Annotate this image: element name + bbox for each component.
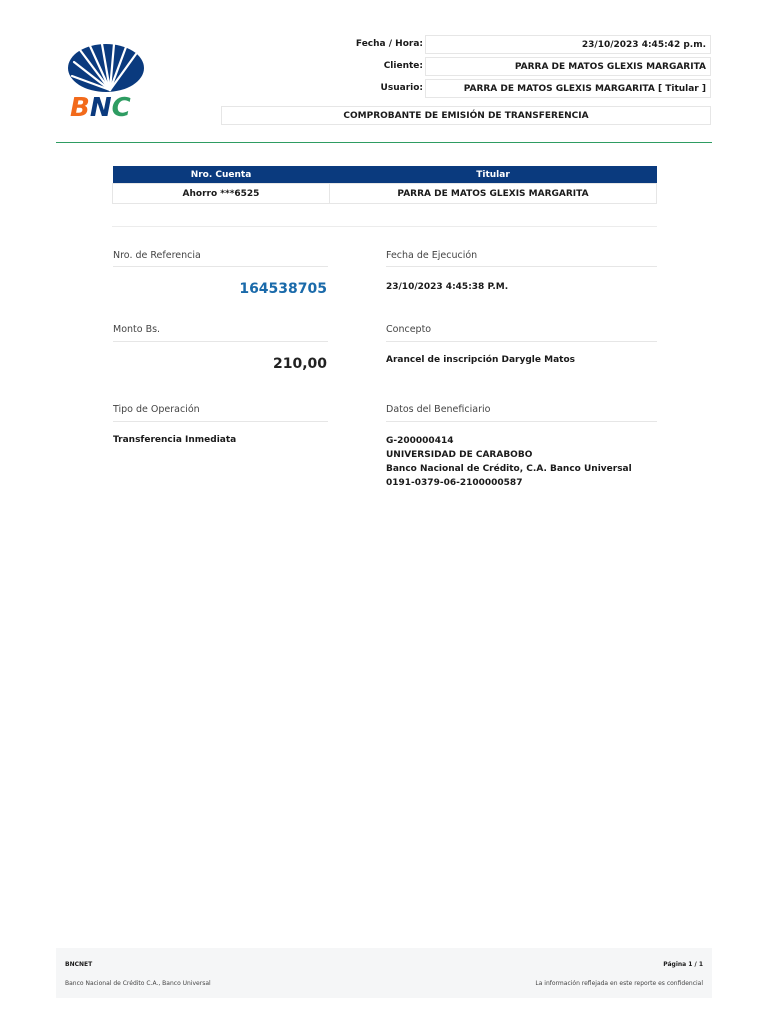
tipo-operacion-label: Tipo de Operación [113,404,200,415]
tipo-operacion-rule [113,421,328,422]
beneficiario-name: UNIVERSIDAD DE CARABOBO [386,450,533,460]
header-divider [56,142,712,143]
account-number-cell: Ahorro ***6525 [113,184,330,204]
referencia-rule [113,266,328,267]
monto-label: Monto Bs. [113,324,161,335]
usuario-label: Usuario: [380,83,423,93]
svg-text:BNC: BNC [70,93,131,120]
footer-app-name: BNCNET [65,961,93,968]
footer-confidential-note: La información reflejada en este reporte es confidencial [535,980,703,987]
account-table [112,166,657,204]
referencia-value: 164538705 [239,281,327,297]
referencia-label: Nro. de Referencia [113,250,201,261]
usuario-value: PARRA DE MATOS GLEXIS MARGARITA [ Titular ] [425,79,711,98]
fecha-ejecucion-value: 23/10/2023 4:45:38 P.M. [386,282,509,292]
monto-rule [113,341,328,342]
footer-page-number: Página 1 / 1 [663,961,703,968]
bnc-logo-mark [66,40,148,120]
fecha-hora-label: Fecha / Hora: [355,39,423,49]
beneficiario-details [386,434,632,490]
account-table-header [113,166,657,184]
document-title: COMPROBANTE DE EMISIÓN DE TRANSFERENCIA [221,106,711,125]
beneficiario-rif: G-200000414 [386,436,454,446]
section-divider [112,226,657,227]
footer-bank-name: Banco Nacional de Crédito C.A., Banco Universal [65,980,211,987]
bnc-logo [66,40,148,120]
concepto-label: Concepto [386,324,432,335]
column-header-titular: Titular [330,166,657,184]
account-holder-cell: PARRA DE MATOS GLEXIS MARGARITA [330,184,657,204]
concepto-value: Arancel de inscripción Darygle Matos [386,355,575,365]
fecha-ejecucion-label: Fecha de Ejecución [386,250,478,261]
fecha-ejecucion-rule [386,266,657,267]
beneficiario-label: Datos del Beneficiario [386,404,491,415]
column-header-cuenta: Nro. Cuenta [113,166,330,184]
beneficiario-account: 0191-0379-06-2100000587 [386,478,523,488]
table-row [113,184,657,204]
beneficiario-bank: Banco Nacional de Crédito, C.A. Banco Universal [386,464,632,474]
cliente-value: PARRA DE MATOS GLEXIS MARGARITA [425,57,711,76]
cliente-label: Cliente: [383,61,423,71]
concepto-rule [386,341,657,342]
beneficiario-rule [386,421,657,422]
fecha-hora-value: 23/10/2023 4:45:42 p.m. [425,35,711,54]
monto-value: 210,00 [272,356,327,372]
page-footer [56,948,712,998]
tipo-operacion-value: Transferencia Inmediata [113,435,237,445]
